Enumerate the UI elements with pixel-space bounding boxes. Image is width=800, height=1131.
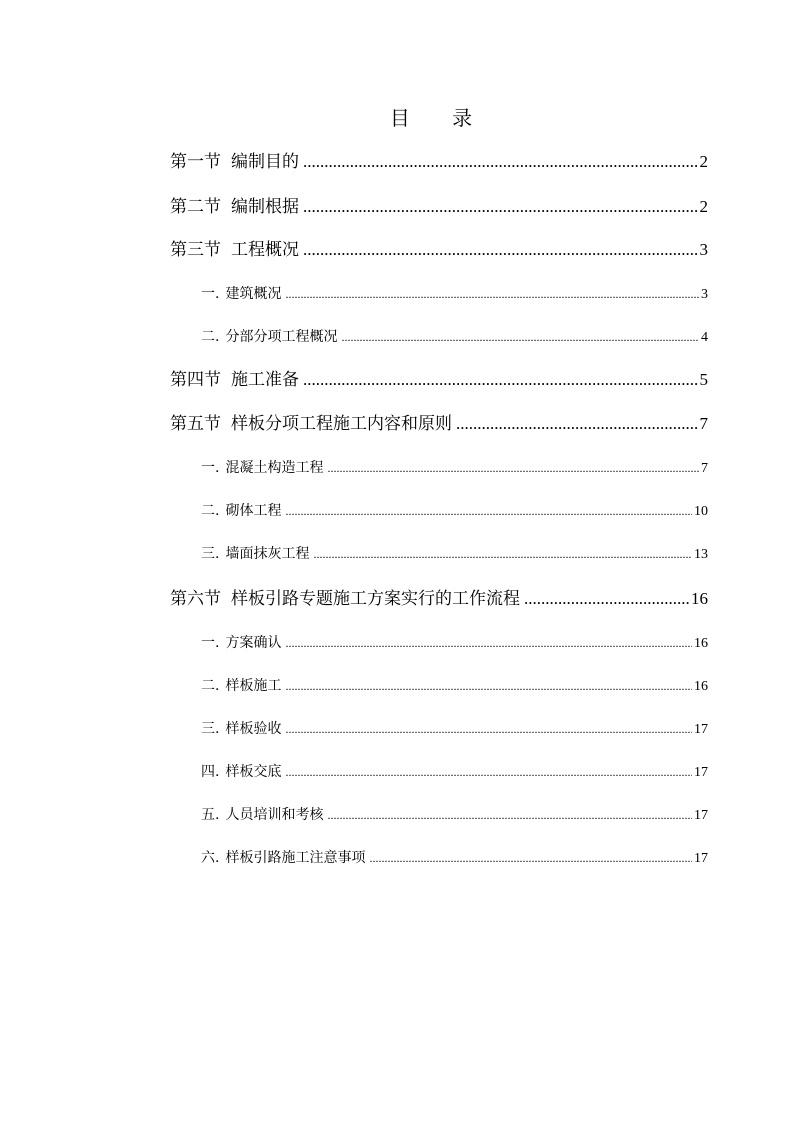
toc-entry-number: 二. — [201, 503, 220, 519]
toc-entry-number: 三. — [201, 721, 220, 737]
toc-entry-text: 建筑概况 — [225, 286, 282, 302]
toc-entry-section-5-2[interactable] — [201, 502, 708, 521]
toc-entry-number: 第一节 — [170, 152, 221, 172]
toc-entry-page: 17 — [694, 765, 708, 780]
toc-entry-section-3-2[interactable] — [201, 328, 708, 347]
toc-entry-page: 2 — [699, 152, 708, 171]
toc-entry-number: 第二节 — [170, 197, 221, 217]
toc-entry-text: 方案确认 — [225, 635, 282, 651]
toc-entry-section-2[interactable] — [170, 196, 708, 218]
toc-entry-page: 4 — [701, 330, 708, 345]
toc-entry-text: 编制目的 — [231, 152, 299, 172]
toc-entry-number: 一. — [201, 286, 220, 302]
toc-entry-section-6-5[interactable] — [201, 806, 708, 825]
toc-entry-text: 混凝土构造工程 — [225, 460, 324, 476]
toc-entry-page: 2 — [699, 197, 708, 216]
toc-entry-page: 17 — [694, 722, 708, 737]
toc-entry-number: 三. — [201, 546, 220, 562]
toc-title: 目 录 — [389, 106, 491, 130]
toc-entry-text: 编制根据 — [231, 197, 299, 217]
toc-entry-page: 3 — [699, 240, 708, 259]
toc-entry-number: 二. — [201, 329, 220, 345]
dot-leader — [327, 806, 692, 824]
toc-entry-text: 样板验收 — [225, 721, 282, 737]
toc-entry-text: 样板分项工程施工内容和原则 — [231, 414, 452, 434]
toc-entry-text: 样板交底 — [225, 764, 282, 780]
toc-entry-section-3[interactable] — [170, 239, 708, 261]
toc-entry-text: 样板引路专题施工方案实行的工作流程 — [231, 589, 520, 609]
toc-entry-text: 样板施工 — [225, 678, 282, 694]
toc-entry-section-4[interactable] — [170, 369, 708, 391]
dot-leader — [285, 285, 699, 303]
toc-entry-number: 第六节 — [170, 589, 221, 609]
dot-leader — [303, 369, 698, 391]
toc-entry-section-6-2[interactable] — [201, 677, 708, 696]
toc-entry-number: 第五节 — [170, 414, 221, 434]
toc-entry-section-5[interactable] — [170, 413, 708, 435]
toc-entry-section-5-1[interactable] — [201, 459, 708, 478]
dot-leader — [285, 763, 692, 781]
toc-entry-section-3-1[interactable] — [201, 285, 708, 304]
toc-entry-number: 二. — [201, 678, 220, 694]
dot-leader — [285, 502, 692, 520]
toc-entry-page: 17 — [694, 808, 708, 823]
dot-leader — [369, 849, 692, 867]
dot-leader — [341, 328, 699, 346]
toc-entry-section-6-6[interactable] — [201, 849, 708, 868]
toc-entry-text: 分部分项工程概况 — [225, 329, 338, 345]
toc-entry-text: 人员培训和考核 — [225, 807, 324, 823]
toc-entry-section-6[interactable] — [170, 588, 708, 610]
toc-entry-section-6-3[interactable] — [201, 720, 708, 739]
toc-entry-page: 7 — [699, 414, 708, 433]
dot-leader — [285, 720, 692, 738]
toc-entry-page: 16 — [694, 636, 708, 651]
toc-entry-number: 第三节 — [170, 240, 221, 260]
toc-entry-text: 砌体工程 — [225, 503, 282, 519]
dot-leader — [524, 588, 689, 610]
toc-entry-number: 一. — [201, 635, 220, 651]
toc-entry-text: 施工准备 — [231, 370, 299, 390]
dot-leader — [313, 545, 692, 563]
dot-leader — [285, 634, 692, 652]
dot-leader — [327, 459, 699, 477]
toc-entry-number: 一. — [201, 460, 220, 476]
dot-leader — [303, 151, 698, 173]
dot-leader — [456, 413, 698, 435]
toc-entry-number: 第四节 — [170, 370, 221, 390]
toc-entry-page: 5 — [699, 370, 708, 389]
toc-entry-page: 3 — [701, 287, 708, 302]
toc-entry-section-5-3[interactable] — [201, 545, 708, 564]
toc-entry-number: 五. — [201, 807, 220, 823]
toc-entry-page: 7 — [701, 461, 708, 476]
dot-leader — [303, 196, 698, 218]
toc-entry-page: 17 — [694, 851, 708, 866]
toc-entry-page: 13 — [694, 547, 708, 562]
toc-entry-text: 工程概况 — [231, 240, 299, 260]
toc-entry-page: 16 — [691, 589, 708, 608]
toc-entry-text: 墙面抹灰工程 — [225, 546, 310, 562]
toc-entry-number: 六. — [201, 850, 220, 866]
dot-leader — [285, 677, 692, 695]
toc-entry-page: 10 — [694, 504, 708, 519]
toc-entry-section-6-1[interactable] — [201, 634, 708, 653]
toc-entry-text: 样板引路施工注意事项 — [225, 850, 366, 866]
dot-leader — [303, 239, 698, 261]
toc-entry-section-6-4[interactable] — [201, 763, 708, 782]
toc-entry-section-1[interactable] — [170, 151, 708, 173]
toc-entry-page: 16 — [694, 679, 708, 694]
toc-entry-number: 四. — [201, 764, 220, 780]
